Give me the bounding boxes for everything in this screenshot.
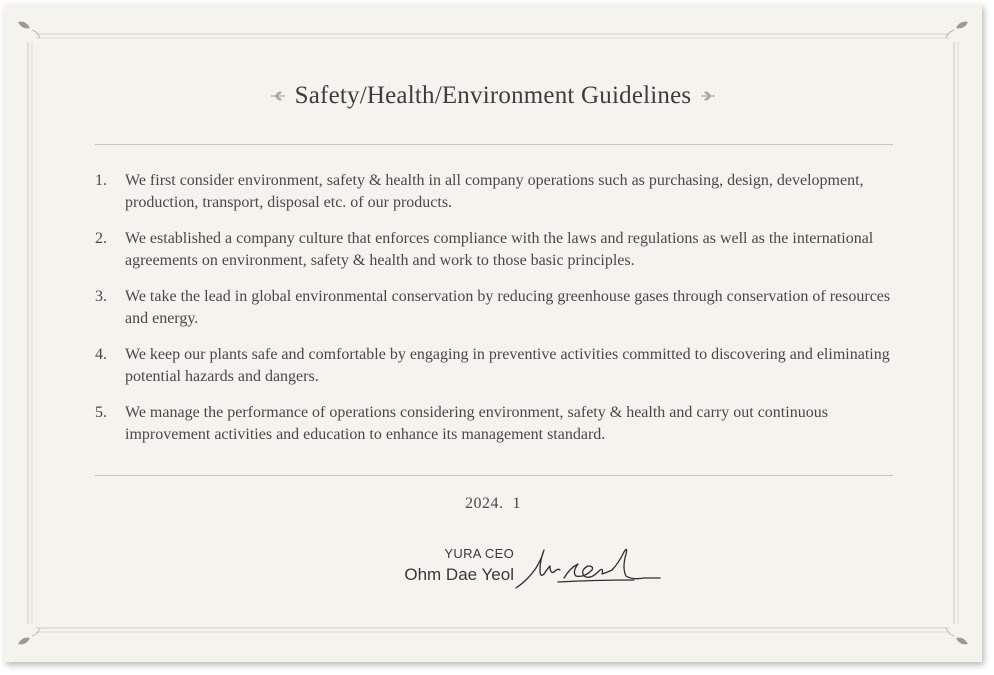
item-number: 5.	[95, 404, 107, 421]
list-item	[95, 170, 895, 214]
divider-top	[95, 144, 893, 145]
item-number: 4.	[95, 346, 107, 363]
signatory-name: Ohm Dae Yeol	[404, 565, 514, 584]
item-text: We first consider environment, safety & health in all company operations such as purchasing, design, development, production, transport, disposal etc. of our products.	[125, 172, 864, 211]
item-number: 2.	[95, 230, 107, 247]
item-text: We keep our plants safe and comfortable by engaging in preventive activities committed to discovering and eliminating potential hazards and dangers.	[125, 346, 890, 385]
guidelines-list	[95, 170, 895, 460]
handwritten-signature-icon	[514, 544, 664, 592]
divider-bottom	[95, 475, 893, 476]
item-number: 3.	[95, 288, 107, 305]
certificate-card	[4, 4, 982, 662]
item-text: We take the lead in global environmental conservation by reducing greenhouse gases through conservation of resources and energy.	[125, 288, 891, 327]
page-title: Safety/Health/Environment Guidelines	[294, 82, 692, 109]
signatory-block	[374, 546, 514, 585]
list-item	[95, 344, 895, 388]
issue-date: 2024. 1	[465, 495, 521, 512]
list-item	[95, 286, 895, 330]
leaf-ornament-right-icon	[699, 89, 717, 103]
list-item	[95, 402, 895, 446]
list-item	[95, 228, 895, 272]
item-text: We established a company culture that enforces compliance with the laws and regulations as well as the international agreements on environment, safety & health and work to those basic principles.	[125, 230, 874, 269]
leaf-ornament-left-icon	[269, 89, 287, 103]
item-text: We manage the performance of operations considering environment, safety & health and carry out continuous improvement activities and education to enhance its management standard.	[125, 404, 828, 443]
title-row	[4, 78, 982, 114]
signatory-role: YURA CEO	[444, 546, 514, 561]
item-number: 1.	[95, 172, 107, 189]
